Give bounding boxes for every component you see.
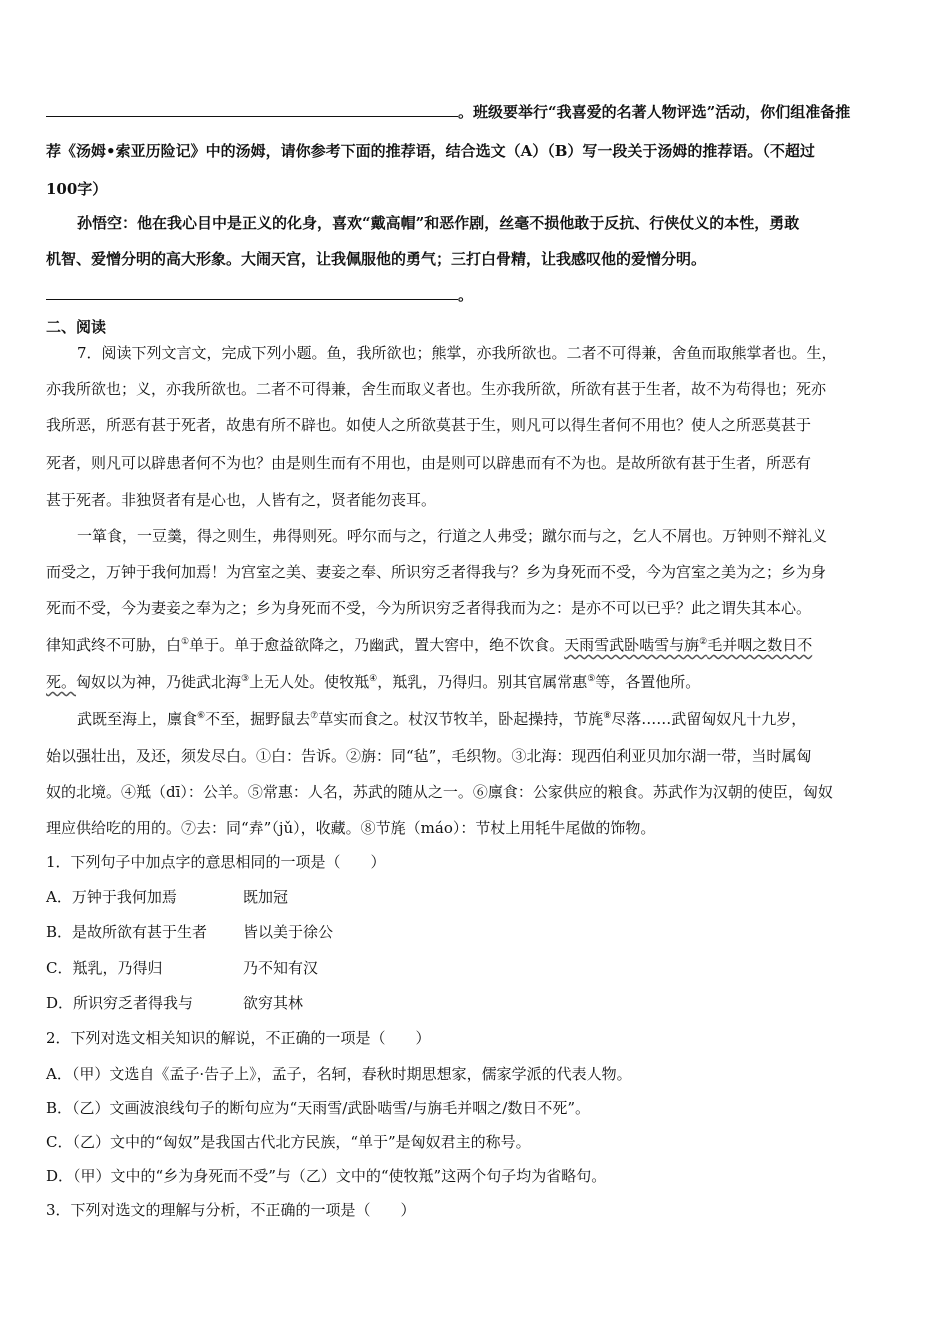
passage-line: 武既至海上，廪食⑥不至，掘野鼠去⑦草实而食之。杖汉节牧羊，卧起操持，节旄⑧尽落……武留匈奴凡十九岁， (77, 710, 807, 728)
task6-intro-line3: 100字） (46, 180, 108, 198)
passage-line: 而受之，万钟于我何加焉！为宫室之美、妻妾之奉、所识穷乏者得我与？乡为身死而不受，今为宫室之美为之；乡为身 (46, 563, 827, 581)
task6-intro-line1: 。班级要举行“我喜爱的名著人物评选”活动，你们组准备推 (46, 101, 906, 122)
q2-option-b[interactable]: B．（乙）文画波浪线句子的断句应为“天雨雪/武卧啮雪/与旃毛并咽之/数日不死”。 (46, 1099, 591, 1117)
section-title: 二、阅读 (46, 318, 107, 336)
q1-option-b[interactable]: B．是故所欲有甚于生者 (46, 923, 208, 941)
q1-option-c[interactable]: C．羝乳，乃得归 (46, 959, 163, 977)
wavy-underlined-sentence: 死。 (46, 673, 77, 691)
passage-line: 始以强壮出，及还，须发尽白。①白：告诉。②旃：同“毡”，毛织物。③北海：现西伯利亚贝加尔湖一带，当时属匈 (46, 747, 812, 765)
passage-line: 奴的北境。④羝（dī）：公羊。⑤常惠：人名，苏武的随从之一。⑥廪食：公家供应的粮食。苏武作为汉朝的使臣，匈奴 (46, 783, 833, 801)
passage-line: 死。匈奴以为神，乃徙武北海③上无人处。使牧羝④，羝乳，乃得归。别其官属常惠⑤等，各置他所。 (46, 673, 701, 691)
passage-line: 甚于死者。非独贤者有是心也，人皆有之，贤者能勿丧耳。 (46, 491, 437, 509)
sample-recommendation-line1: 孙悟空：他在我心目中是正义的化身，喜欢“戴高帽”和恶作剧，丝毫不损他敢于反抗、行侠仗义的本性，勇敢 (77, 214, 800, 232)
q2-option-a[interactable]: A．（甲）文选自《孟子·告子上》，孟子，名轲，春秋时期思想家，儒家学派的代表人物。 (46, 1065, 632, 1083)
question-1-stem: 1．下列句子中加点字的意思相同的一项是（ ） (46, 853, 386, 871)
wavy-underlined-sentence: 天雨雪武卧啮雪与旃②毛并咽之数日不 (564, 636, 813, 654)
answer-line: 。 (46, 284, 906, 305)
q1-option-a-compare: 既加冠 (243, 888, 289, 906)
sample-recommendation-line2: 机智、爱憎分明的高大形象。大闹天宫，让我佩服他的勇气；三打白骨精，让我感叹他的爱憎分明。 (46, 250, 707, 268)
passage-line: 理应供给吃的用的。⑦去：同“弆”（jǔ），收藏。⑧节旄（máo）：节杖上用牦牛尾做的饰物。 (46, 819, 656, 837)
passage-line: 我所恶，所恶有甚于死者，故患有所不辟也。如使人之所欲莫甚于生，则凡可以得生者何不用也？使人之所恶莫甚于 (46, 416, 812, 434)
q1-option-b-compare: 皆以美于徐公 (243, 923, 334, 941)
passage-line: 律知武终不可胁，白①单于。单于愈益欲降之，乃幽武，置大窖中，绝不饮食。天雨雪武卧啮雪与旃②毛并咽之数日不 (46, 636, 813, 654)
q1-option-c-compare: 乃不知有汉 (243, 959, 319, 977)
question-3-stem: 3．下列对选文的理解与分析，不正确的一项是（ ） (46, 1201, 416, 1219)
q2-option-c[interactable]: C．（乙）文中的“匈奴”是我国古代北方民族，“单于”是匈奴君主的称号。 (46, 1133, 531, 1151)
passage-line: 亦我所欲也；义，亦我所欲也。二者不可得兼，舍生而取义者也。生亦我所欲，所欲有甚于生者，故不为苟得也；死亦 (46, 380, 827, 398)
q2-option-d[interactable]: D．（甲）文中的“乡为身死而不受”与（乙）文中的“使牧羝”这两个句子均为省略句。 (46, 1167, 607, 1185)
passage-line: 死者，则凡可以辟患者何不为也？由是则生而有不用也，由是则可以辟患而有不为也。是故所欲有甚于生者，所恶有 (46, 454, 812, 472)
task6-intro-line2: 荐《汤姆•索亚历险记》中的汤姆，请你参考下面的推荐语，结合选文（A）（B）写一段关于汤姆的推荐语。（不超过 (46, 142, 815, 160)
passage-line: 7．阅读下列文言文，完成下列小题。鱼，我所欲也；熊掌，亦我所欲也。二者不可得兼，舍鱼而取熊掌者也。生， (77, 344, 837, 362)
question-2-stem: 2．下列对选文相关知识的解说，不正确的一项是（ ） (46, 1029, 431, 1047)
passage-line: 死而不受，今为妻妾之奉为之；乡为身死而不受，今为所识穷乏者得我而为之：是亦不可以已乎？此之谓失其本心。 (46, 599, 812, 617)
q1-option-d-compare: 欲穷其林 (243, 994, 304, 1012)
q1-option-d[interactable]: D．所识穷乏者得我与 (46, 994, 194, 1012)
answer-blank[interactable] (46, 285, 458, 300)
q1-option-a[interactable]: A．万钟于我何加焉 (46, 888, 177, 906)
passage-line: 一箪食，一豆羹，得之则生，弗得则死。呼尔而与之，行道之人弗受；蹴尔而与之，乞人不屑也。万钟则不辩礼义 (77, 527, 828, 545)
answer-blank[interactable] (46, 102, 458, 117)
